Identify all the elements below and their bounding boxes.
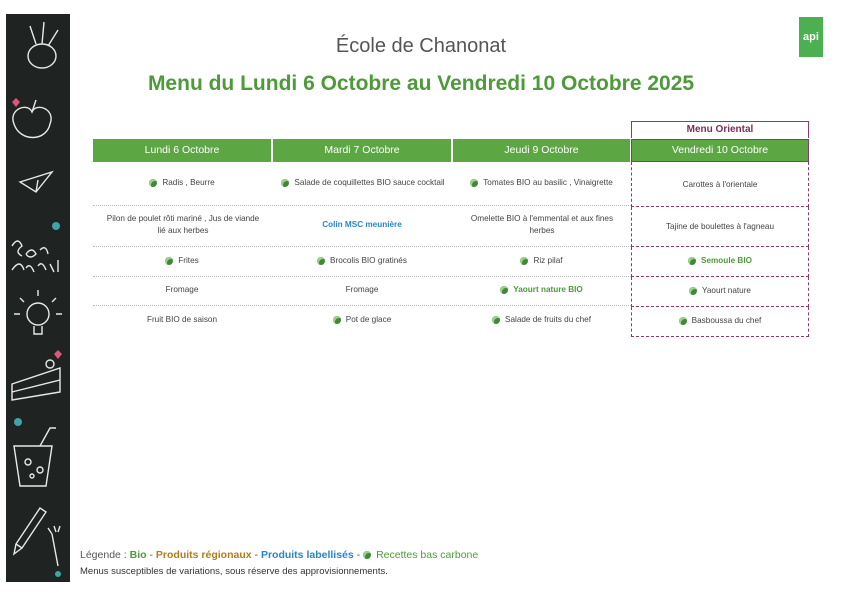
chalk-doodles	[6, 14, 70, 582]
menu-cell	[631, 212, 809, 242]
low-carbon-leaf-icon	[679, 317, 687, 325]
row-divider	[93, 276, 631, 277]
dish-text: Riz pilaf	[533, 256, 563, 265]
low-carbon-leaf-icon	[363, 551, 371, 559]
menu-cell	[93, 252, 271, 270]
low-carbon-leaf-icon	[281, 179, 289, 187]
low-carbon-leaf-icon	[149, 179, 157, 187]
menu-cell	[453, 168, 630, 198]
low-carbon-leaf-icon	[689, 287, 697, 295]
disclaimer-note: Menus susceptibles de variations, sous réserve des approvisionnements.	[80, 566, 388, 577]
menu-cell	[93, 281, 271, 299]
dish-text: Carottes à l'orientale	[682, 180, 758, 189]
day-header-tuesday: Mardi 7 Octobre	[273, 139, 451, 162]
menu-cell	[631, 170, 809, 200]
dish-text: Tomates BIO au basilic , Vinaigrette	[483, 178, 613, 187]
menu-cell	[458, 210, 626, 240]
menu-cell	[273, 311, 451, 329]
oriental-menu-label: Menu Oriental	[631, 121, 809, 138]
dish-text: Colin MSC meunière	[322, 220, 402, 229]
dish-text: Radis , Beurre	[162, 178, 215, 187]
menu-cell	[453, 311, 630, 329]
row-divider	[93, 246, 631, 247]
menu-cell	[93, 168, 271, 198]
legend-separator: -	[251, 549, 261, 561]
school-name: École de Chanonat	[335, 35, 507, 57]
legend	[80, 549, 478, 561]
menu-cell	[631, 282, 809, 300]
dish-text: Fruit BIO de saison	[146, 315, 218, 324]
row-divider	[93, 305, 631, 306]
legend-separator: -	[353, 549, 364, 561]
menu-cell	[103, 210, 263, 240]
legend-labellises: Produits labellisés	[260, 549, 354, 561]
dish-text: Frites	[178, 256, 199, 265]
menu-cell	[453, 252, 630, 270]
dish-text: Omelette BIO à l'emmental et aux fines herbes	[470, 214, 614, 235]
menu-cell	[631, 252, 809, 270]
legend-bio: Bio	[129, 549, 147, 561]
row-divider	[93, 205, 631, 206]
dish-text: Pot de glace	[345, 315, 392, 324]
day-header-friday: Vendredi 10 Octobre	[631, 139, 809, 162]
low-carbon-leaf-icon	[688, 257, 696, 265]
menu-cell	[273, 252, 451, 270]
low-carbon-leaf-icon	[333, 316, 341, 324]
dish-text: Yaourt nature BIO	[513, 285, 583, 294]
legend-regional: Produits régionaux	[155, 549, 252, 561]
low-carbon-leaf-icon	[165, 257, 173, 265]
day-header-monday: Lundi 6 Octobre	[93, 139, 271, 162]
menu-cell	[278, 168, 448, 198]
decorative-chalkboard-strip	[6, 14, 70, 582]
menu-cell	[273, 281, 451, 299]
dish-text: Basboussa du chef	[691, 316, 762, 325]
low-carbon-leaf-icon	[317, 257, 325, 265]
legend-low-carbon: Recettes bas carbone	[376, 549, 479, 561]
menu-cell	[631, 312, 809, 330]
dish-text: Tajine de boulettes à l'agneau	[665, 222, 775, 231]
dish-text: Pilon de poulet rôti mariné , Jus de viande lié aux herbes	[106, 214, 260, 235]
dish-text: Fromage	[345, 285, 379, 294]
low-carbon-leaf-icon	[492, 316, 500, 324]
low-carbon-leaf-icon	[520, 257, 528, 265]
legend-prefix: Légende :	[80, 549, 130, 561]
menu-cell	[453, 281, 630, 299]
day-header-thursday: Jeudi 9 Octobre	[453, 139, 630, 162]
dish-text: Fromage	[165, 285, 199, 294]
api-logo: api	[799, 17, 823, 57]
low-carbon-leaf-icon	[500, 286, 508, 294]
menu-cell	[273, 210, 451, 240]
page-title: Menu du Lundi 6 Octobre au Vendredi 10 Octobre 2025	[147, 72, 695, 95]
menu-cell	[93, 311, 271, 329]
dish-text: Brocolis BIO gratinés	[330, 256, 407, 265]
dish-text: Salade de fruits du chef	[504, 315, 592, 324]
legend-separator: -	[146, 549, 156, 561]
dish-text: Yaourt nature	[701, 286, 751, 295]
dish-text: Semoule BIO	[701, 256, 752, 265]
dish-text: Salade de coquillettes BIO sauce cocktail	[294, 178, 445, 187]
low-carbon-leaf-icon	[470, 179, 478, 187]
